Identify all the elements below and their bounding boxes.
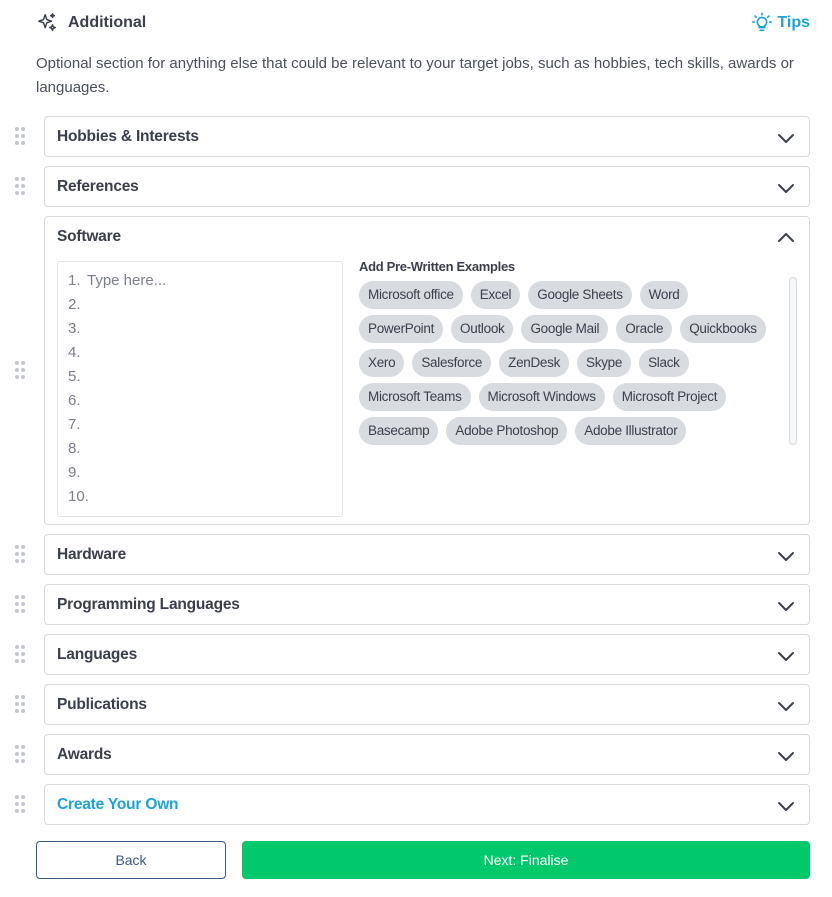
list-line[interactable]: [68, 317, 342, 341]
list-line[interactable]: [68, 485, 342, 509]
chevron-down-icon: [777, 647, 795, 665]
lightbulb-icon: [751, 12, 773, 34]
section-publications: [44, 684, 810, 725]
page-title: Additional: [68, 14, 147, 31]
section-toggle[interactable]: [45, 585, 809, 625]
section-hobbies-interests: [44, 116, 810, 157]
chevron-down-icon: [777, 547, 795, 565]
line-number: 5.: [68, 368, 81, 385]
drag-handle-icon[interactable]: [14, 794, 26, 814]
section-toggle[interactable]: [45, 117, 809, 157]
list-line[interactable]: [68, 341, 342, 365]
example-chip[interactable]: Microsoft Project: [613, 383, 726, 411]
drag-handle-icon[interactable]: [14, 360, 26, 380]
list-line[interactable]: [68, 293, 342, 317]
section-header: [36, 10, 812, 38]
editor-placeholder: Type here...: [87, 272, 167, 289]
section-title: Languages: [57, 646, 138, 663]
example-chip[interactable]: Xero: [359, 349, 404, 377]
chevron-down-icon: [777, 129, 795, 147]
chevron-down-icon: [777, 747, 795, 765]
example-chip[interactable]: Microsoft office: [359, 281, 463, 309]
line-number: 6.: [68, 392, 81, 409]
list-line[interactable]: [68, 413, 342, 437]
drag-handle-icon[interactable]: [14, 694, 26, 714]
example-chip[interactable]: Basecamp: [359, 417, 438, 445]
section-title: References: [57, 178, 139, 195]
chevron-down-icon: [777, 597, 795, 615]
list-line[interactable]: [68, 461, 342, 485]
section-languages: [44, 634, 810, 675]
list-line[interactable]: [68, 365, 342, 389]
example-chip[interactable]: Google Mail: [521, 315, 608, 343]
example-chip[interactable]: PowerPoint: [359, 315, 443, 343]
drag-handle-icon[interactable]: [14, 744, 26, 764]
software-editor[interactable]: [57, 261, 343, 517]
tips-button[interactable]: [751, 12, 810, 34]
section-title: Publications: [57, 696, 147, 713]
section-toggle[interactable]: [45, 635, 809, 675]
example-chip[interactable]: Slack: [639, 349, 689, 377]
chevron-down-icon: [777, 697, 795, 715]
section-awards: [44, 734, 810, 775]
section-title: Programming Languages: [57, 596, 240, 613]
line-number: 8.: [68, 440, 81, 457]
section-toggle[interactable]: [45, 685, 809, 725]
section-title: Software: [57, 228, 121, 245]
list-line[interactable]: [68, 437, 342, 461]
drag-handle-icon[interactable]: [14, 544, 26, 564]
section-title: Hobbies & Interests: [57, 128, 199, 145]
line-number: 10.: [68, 488, 89, 505]
next-finalise-button[interactable]: Next: Finalise: [242, 841, 810, 879]
example-chip[interactable]: ZenDesk: [499, 349, 569, 377]
section-title: Awards: [57, 746, 112, 763]
back-button[interactable]: Back: [36, 841, 226, 879]
section-toggle[interactable]: [45, 217, 809, 257]
example-chip[interactable]: Adobe Photoshop: [446, 417, 567, 445]
example-chip[interactable]: Excel: [471, 281, 521, 309]
section-create-your-own: [44, 784, 810, 825]
section-hardware: [44, 534, 810, 575]
example-chip[interactable]: Microsoft Teams: [359, 383, 471, 411]
section-toggle[interactable]: [45, 735, 809, 775]
section-toggle[interactable]: [45, 785, 809, 825]
drag-handle-icon[interactable]: [14, 644, 26, 664]
example-chip[interactable]: Quickbooks: [680, 315, 766, 343]
examples-title: Add Pre-Written Examples: [359, 259, 515, 274]
examples-scrollbar[interactable]: [789, 277, 797, 445]
tips-label: Tips: [777, 14, 810, 31]
example-chip[interactable]: Salesforce: [412, 349, 491, 377]
line-number: 7.: [68, 416, 81, 433]
example-chip[interactable]: Microsoft Windows: [479, 383, 605, 411]
line-number: 3.: [68, 320, 81, 337]
chevron-down-icon: [777, 797, 795, 815]
example-chip[interactable]: Adobe Illustrator: [575, 417, 686, 445]
example-chip[interactable]: Skype: [577, 349, 631, 377]
example-chips: [359, 281, 779, 445]
chevron-up-icon: [777, 229, 795, 247]
example-chip[interactable]: Outlook: [451, 315, 513, 343]
section-toggle[interactable]: [45, 167, 809, 207]
section-programming-languages: [44, 584, 810, 625]
example-chip[interactable]: Word: [640, 281, 689, 309]
list-line[interactable]: [68, 269, 342, 293]
section-title: Hardware: [57, 546, 127, 563]
sparkle-icon: [36, 12, 58, 34]
drag-handle-icon[interactable]: [14, 594, 26, 614]
example-chip[interactable]: Oracle: [616, 315, 672, 343]
drag-handle-icon[interactable]: [14, 126, 26, 146]
section-references: [44, 166, 810, 207]
section-software: [44, 216, 810, 525]
section-description: Optional section for anything else that could be relevant to your target jobs, such as hobbies, tech skills, awards or languages.: [36, 55, 794, 96]
line-number: 2.: [68, 296, 81, 313]
line-number: 9.: [68, 464, 81, 481]
line-number: 4.: [68, 344, 81, 361]
chevron-down-icon: [777, 179, 795, 197]
section-toggle[interactable]: [45, 535, 809, 575]
section-title: Create Your Own: [57, 796, 179, 813]
drag-handle-icon[interactable]: [14, 176, 26, 196]
numbered-list: [58, 262, 342, 509]
line-number: 1.: [68, 272, 81, 289]
example-chip[interactable]: Google Sheets: [528, 281, 631, 309]
list-line[interactable]: [68, 389, 342, 413]
